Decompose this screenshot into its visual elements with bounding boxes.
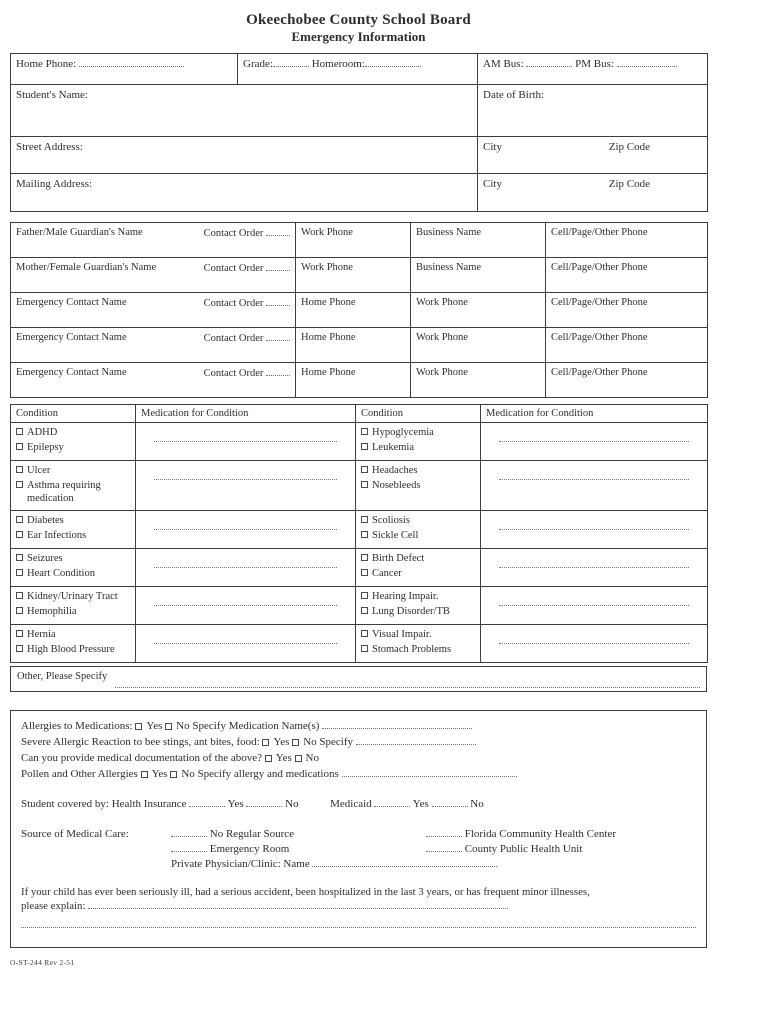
condition-label: Seizures	[27, 553, 63, 564]
contact-name-cell[interactable]	[11, 328, 296, 363]
phone-column-label: Work Phone	[301, 227, 353, 238]
pollen-allergies-line	[21, 767, 696, 782]
medication-header-cell	[136, 405, 356, 423]
pm-bus-label: PM Bus:	[575, 58, 614, 70]
no-label: No	[303, 736, 317, 748]
allergy-stings-label: Severe Allergic Reaction to bee stings, ant bites, food:	[21, 736, 260, 748]
pm-bus-field[interactable]	[617, 57, 677, 67]
no-checkbox-icon[interactable]	[295, 755, 302, 762]
condition-cell	[356, 549, 481, 587]
form-header	[10, 12, 770, 44]
condition-row	[11, 587, 708, 625]
contact-phone-cell[interactable]	[546, 258, 708, 293]
no-label: No	[181, 768, 195, 780]
medication-cell[interactable]	[136, 511, 356, 549]
medication-field[interactable]	[154, 605, 338, 606]
checkbox-icon[interactable]	[16, 645, 23, 652]
contact-phone-cell[interactable]	[296, 328, 411, 363]
condition-row	[11, 423, 708, 461]
condition-label: Hypoglycemia	[372, 427, 434, 438]
am-bus-label: AM Bus:	[483, 58, 524, 70]
grade-label: Grade:	[243, 58, 273, 70]
physician-name-label: Private Physician/Clinic: Name	[171, 858, 310, 870]
form-number: O-ST-244 Rev 2-51	[10, 958, 75, 967]
medication-cell[interactable]	[481, 461, 708, 511]
form-subtitle: Emergency Information	[291, 29, 426, 44]
contact-phone-cell[interactable]	[411, 258, 546, 293]
phone-column-label: Business Name	[416, 227, 482, 238]
zip-code-label: Zip Code	[608, 141, 650, 153]
contact-row	[11, 363, 708, 398]
condition-header-cell	[11, 405, 136, 423]
form-title: Okeechobee County School Board	[246, 12, 471, 28]
condition-label: Heart Condition	[27, 568, 95, 579]
condition-cell	[356, 587, 481, 625]
no-checkbox-icon[interactable]	[165, 723, 172, 730]
contact-name-label: Emergency Contact Name	[16, 332, 127, 343]
allergy-medications-label: Allergies to Medications:	[21, 720, 133, 732]
contact-order-label: Contact Order	[203, 298, 264, 309]
conditions-table	[10, 404, 708, 663]
checkbox-icon[interactable]	[361, 531, 368, 538]
contact-phone-cell[interactable]	[296, 363, 411, 398]
am-bus-field[interactable]	[526, 57, 572, 67]
checkbox-icon[interactable]	[16, 466, 23, 473]
condition-label: Diabetes	[27, 515, 64, 526]
source-option-field[interactable]	[426, 842, 462, 852]
bus-cell	[478, 54, 708, 85]
specify-medication-label: Specify Medication Name(s)	[192, 720, 320, 732]
contact-name-label: Emergency Contact Name	[16, 297, 127, 308]
contact-name-label: Emergency Contact Name	[16, 367, 127, 378]
phone-column-label: Home Phone	[301, 367, 356, 378]
condition-cell	[356, 423, 481, 461]
contact-order-field[interactable]	[266, 261, 290, 271]
condition-row	[11, 549, 708, 587]
checkbox-icon[interactable]	[16, 554, 23, 561]
condition-label: Asthma requiring medication	[27, 480, 101, 504]
street-city-zip-cell[interactable]	[478, 137, 708, 174]
condition-label: Hemophilia	[27, 606, 77, 617]
source-of-care-label: Source of Medical Care:	[21, 828, 129, 840]
contact-order-field[interactable]	[266, 331, 290, 341]
mailing-address-cell[interactable]	[11, 174, 478, 212]
explain-field[interactable]	[21, 918, 696, 928]
medication-cell[interactable]	[481, 587, 708, 625]
source-row	[21, 827, 696, 842]
contact-name-label: Father/Male Guardian's Name	[16, 227, 143, 238]
yes-label: Yes	[273, 736, 290, 748]
medicaid-no-field[interactable]	[432, 797, 468, 807]
medication-field[interactable]	[154, 567, 338, 568]
contact-order-label: Contact Order	[203, 333, 264, 344]
checkbox-icon[interactable]	[16, 630, 23, 637]
contacts-table	[10, 222, 708, 398]
condition-cell	[11, 461, 136, 511]
medication-field[interactable]	[154, 643, 338, 644]
medication-field[interactable]	[499, 567, 689, 568]
no-label: No	[285, 798, 299, 810]
no-checkbox-icon[interactable]	[292, 739, 299, 746]
condition-label: Cancer	[372, 568, 402, 579]
yes-label: Yes	[151, 768, 168, 780]
contact-name-cell[interactable]	[11, 258, 296, 293]
medication-field[interactable]	[499, 441, 689, 442]
other-specify-strip	[10, 666, 707, 692]
please-explain-label: please explain:	[21, 900, 86, 912]
checkbox-icon[interactable]	[361, 481, 368, 488]
checkbox-icon[interactable]	[361, 630, 368, 637]
condition-label: Ear Infections	[27, 530, 87, 541]
condition-label: Hernia	[27, 629, 56, 640]
condition-cell	[11, 511, 136, 549]
condition-cell	[356, 625, 481, 663]
checkbox-icon[interactable]	[361, 607, 368, 614]
condition-header-cell	[356, 405, 481, 423]
contact-phone-cell[interactable]	[411, 328, 546, 363]
checkbox-icon[interactable]	[361, 466, 368, 473]
checkbox-icon[interactable]	[361, 554, 368, 561]
specify-stings-field[interactable]	[356, 735, 476, 745]
student-name-cell[interactable]	[11, 85, 478, 137]
condition-label: Lung Disorder/TB	[372, 606, 450, 617]
source-option-label: Florida Community Health Center	[464, 828, 616, 840]
condition-label: Stomach Problems	[372, 644, 452, 655]
explain-extra-line	[21, 918, 696, 933]
contact-order-field[interactable]	[266, 366, 290, 376]
no-checkbox-icon[interactable]	[170, 771, 177, 778]
condition-label: Sickle Cell	[372, 530, 419, 541]
condition-label: Visual Impair.	[372, 629, 432, 640]
phone-column-label: Work Phone	[416, 367, 468, 378]
zip-code-label: Zip Code	[608, 178, 650, 190]
home-phone-field[interactable]	[79, 57, 184, 67]
insurance-no-field[interactable]	[246, 797, 282, 807]
insurance-label: Student covered by: Health Insurance	[21, 798, 187, 810]
yes-label: Yes	[412, 798, 429, 810]
phone-column-label: Cell/Page/Other Phone	[551, 367, 648, 378]
student-name-label: Student's Name:	[16, 89, 88, 101]
date-of-birth-label: Date of Birth:	[483, 89, 545, 101]
specify-allergy-field[interactable]	[342, 767, 517, 777]
other-specify-field[interactable]	[115, 678, 700, 688]
contact-order-label: Contact Order	[203, 368, 264, 379]
source-row	[21, 842, 696, 857]
other-specify-label: Other, Please Specify	[17, 671, 108, 682]
medical-documentation-label: Can you provide medical documentation of the above?	[21, 752, 263, 764]
no-label: No	[305, 752, 319, 764]
source-option-field[interactable]	[171, 842, 207, 852]
contact-order-field[interactable]	[266, 226, 290, 236]
contact-phone-cell[interactable]	[546, 223, 708, 258]
contact-row	[11, 328, 708, 363]
contact-order-label: Contact Order	[203, 228, 264, 239]
medication-header-cell	[481, 405, 708, 423]
no-label: No	[176, 720, 190, 732]
condition-label: Kidney/Urinary Tract	[27, 591, 118, 602]
medication-header-label: Medication for Condition	[141, 408, 249, 419]
contact-phone-cell[interactable]	[411, 223, 546, 258]
street-address-label: Street Address:	[16, 141, 83, 153]
medication-cell[interactable]	[481, 625, 708, 663]
condition-cell	[11, 587, 136, 625]
medication-field[interactable]	[154, 479, 338, 480]
checkbox-icon[interactable]	[361, 428, 368, 435]
checkbox-icon[interactable]	[361, 569, 368, 576]
yes-label: Yes	[275, 752, 292, 764]
contact-row	[11, 223, 708, 258]
spacer	[21, 857, 171, 872]
yes-checkbox-icon[interactable]	[262, 739, 269, 746]
checkbox-icon[interactable]	[16, 481, 23, 488]
checkbox-icon[interactable]	[16, 607, 23, 614]
contact-name-label: Mother/Female Guardian's Name	[16, 262, 157, 273]
condition-label: Hearing Impair.	[372, 591, 439, 602]
contact-row	[11, 293, 708, 328]
source-row	[21, 857, 696, 872]
checkbox-icon[interactable]	[16, 592, 23, 599]
condition-row	[11, 511, 708, 549]
contact-order-field[interactable]	[266, 296, 290, 306]
checkbox-icon[interactable]	[16, 569, 23, 576]
phone-column-label: Cell/Page/Other Phone	[551, 227, 648, 238]
medication-field[interactable]	[154, 529, 338, 530]
medicaid-yes-field[interactable]	[374, 797, 410, 807]
no-label: No	[470, 798, 484, 810]
yes-checkbox-icon[interactable]	[265, 755, 272, 762]
condition-label: Ulcer	[27, 465, 51, 476]
medication-cell[interactable]	[136, 587, 356, 625]
contact-name-cell[interactable]	[11, 293, 296, 328]
student-info-table	[10, 53, 708, 212]
specify-label: Specify	[319, 736, 354, 748]
condition-cell	[356, 511, 481, 549]
specify-allergy-label: Specify allergy and medications	[197, 768, 339, 780]
checkbox-icon[interactable]	[16, 443, 23, 450]
contact-phone-cell[interactable]	[296, 293, 411, 328]
medication-field[interactable]	[499, 479, 689, 480]
condition-label: Birth Defect	[372, 553, 425, 564]
city-label: City	[483, 178, 502, 190]
mailing-address-label: Mailing Address:	[16, 178, 93, 190]
street-address-cell[interactable]	[11, 137, 478, 174]
medical-care-source-section	[21, 827, 696, 872]
checkbox-icon[interactable]	[16, 531, 23, 538]
phone-column-label: Cell/Page/Other Phone	[551, 297, 648, 308]
home-phone-cell	[11, 54, 238, 85]
contact-phone-cell[interactable]	[296, 223, 411, 258]
phone-column-label: Work Phone	[301, 262, 353, 273]
specify-medication-field[interactable]	[322, 719, 472, 729]
yes-label: Yes	[227, 798, 244, 810]
contact-phone-cell[interactable]	[296, 258, 411, 293]
medicaid-label: Medicaid	[330, 798, 372, 810]
city-label: City	[483, 141, 502, 153]
contact-name-cell[interactable]	[11, 363, 296, 398]
contact-order-label: Contact Order	[203, 263, 264, 274]
source-option-label: Emergency Room	[209, 843, 290, 855]
medication-cell[interactable]	[481, 549, 708, 587]
medication-cell[interactable]	[481, 423, 708, 461]
contact-phone-cell[interactable]	[546, 293, 708, 328]
phone-column-label: Business Name	[416, 262, 482, 273]
condition-cell	[11, 549, 136, 587]
contact-phone-cell[interactable]	[546, 328, 708, 363]
insurance-yes-field[interactable]	[189, 797, 225, 807]
condition-cell	[11, 625, 136, 663]
serious-illness-section	[21, 885, 696, 913]
medication-cell[interactable]	[481, 511, 708, 549]
yes-checkbox-icon[interactable]	[135, 723, 142, 730]
condition-cell	[11, 423, 136, 461]
phone-column-label: Cell/Page/Other Phone	[551, 262, 648, 273]
condition-label: High Blood Pressure	[27, 644, 115, 655]
conditions-header-row	[11, 405, 708, 423]
allergy-medications-line	[21, 719, 696, 734]
phone-column-label: Home Phone	[301, 297, 356, 308]
medical-documentation-line	[21, 751, 696, 766]
source-option-label: No Regular Source	[209, 828, 295, 840]
physician-name-field[interactable]	[312, 857, 497, 867]
condition-header-label: Condition	[16, 408, 59, 419]
source-option-label: County Public Health Unit	[464, 843, 583, 855]
allergies-box	[10, 710, 707, 948]
checkbox-icon[interactable]	[361, 443, 368, 450]
checkbox-icon[interactable]	[361, 516, 368, 523]
condition-label: Epilepsy	[27, 442, 64, 453]
medication-cell[interactable]	[136, 461, 356, 511]
home-phone-label: Home Phone:	[16, 58, 77, 70]
phone-column-label: Work Phone	[416, 297, 468, 308]
allergy-stings-line	[21, 735, 696, 750]
grade-field[interactable]	[273, 57, 309, 67]
contact-phone-cell[interactable]	[411, 363, 546, 398]
spacer	[21, 842, 171, 857]
medication-field[interactable]	[499, 643, 689, 644]
explain-field[interactable]	[88, 899, 508, 909]
grade-homeroom-cell	[238, 54, 478, 85]
checkbox-icon[interactable]	[361, 645, 368, 652]
condition-cell	[356, 461, 481, 511]
medication-cell[interactable]	[136, 423, 356, 461]
checkbox-icon[interactable]	[361, 592, 368, 599]
homeroom-field[interactable]	[365, 57, 421, 67]
medication-field[interactable]	[154, 441, 338, 442]
condition-row	[11, 461, 708, 511]
condition-row	[11, 625, 708, 663]
homeroom-label: Homeroom:	[311, 58, 365, 70]
phone-column-label: Home Phone	[301, 332, 356, 343]
condition-label: Nosebleeds	[372, 480, 421, 491]
condition-label: Leukemia	[372, 442, 414, 453]
phone-column-label: Cell/Page/Other Phone	[551, 332, 648, 343]
medication-header-label: Medication for Condition	[486, 408, 594, 419]
phone-column-label: Work Phone	[416, 332, 468, 343]
contact-phone-cell[interactable]	[411, 293, 546, 328]
yes-checkbox-icon[interactable]	[141, 771, 148, 778]
condition-label: Scoliosis	[372, 515, 410, 526]
checkbox-icon[interactable]	[16, 516, 23, 523]
medication-cell[interactable]	[136, 549, 356, 587]
medication-field[interactable]	[499, 529, 689, 530]
source-option-field[interactable]	[171, 827, 207, 837]
medication-cell[interactable]	[136, 625, 356, 663]
contact-row	[11, 258, 708, 293]
condition-label: Headaches	[372, 465, 418, 476]
condition-label: ADHD	[27, 427, 58, 438]
mailing-city-zip-cell[interactable]	[478, 174, 708, 212]
checkbox-icon[interactable]	[16, 428, 23, 435]
date-of-birth-cell[interactable]	[478, 85, 708, 137]
contact-name-cell[interactable]	[11, 223, 296, 258]
serious-illness-text: If your child has ever been seriously ill, had a serious accident, been hospitalized in the last 3 years, or has frequent minor illnesses,	[21, 886, 590, 898]
condition-header-label: Condition	[361, 408, 404, 419]
contact-phone-cell[interactable]	[546, 363, 708, 398]
source-option-field[interactable]	[426, 827, 462, 837]
pollen-allergies-label: Pollen and Other Allergies	[21, 768, 138, 780]
yes-label: Yes	[146, 720, 163, 732]
insurance-line	[21, 797, 696, 812]
medication-field[interactable]	[499, 605, 689, 606]
